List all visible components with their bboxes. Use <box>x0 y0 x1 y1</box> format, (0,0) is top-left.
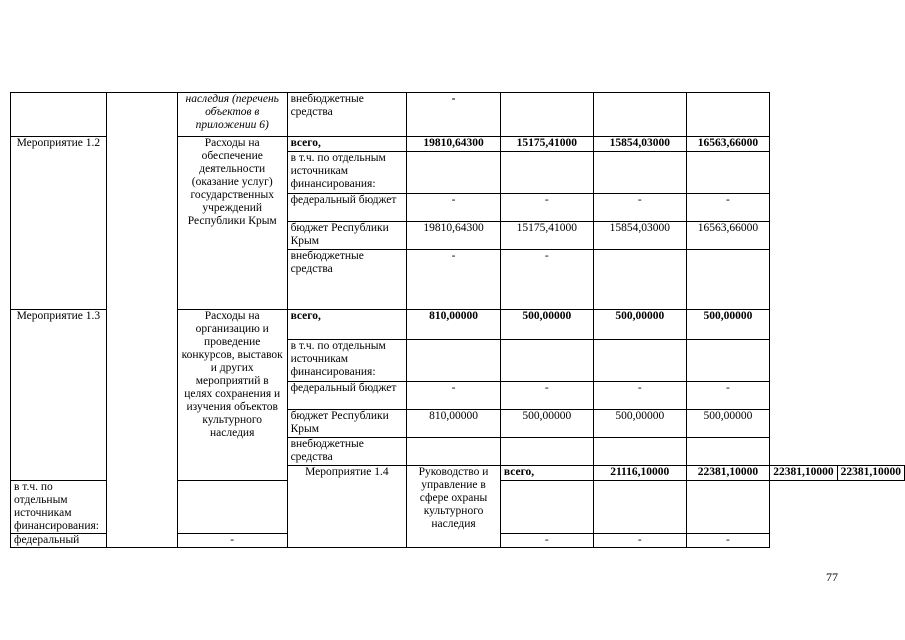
value-cell: 15854,03000 <box>593 137 686 152</box>
value-cell: - <box>177 534 287 548</box>
value-cell: - <box>407 93 501 137</box>
source-label: всего, <box>287 137 407 152</box>
event-label-cell <box>11 93 107 137</box>
budget-table <box>10 92 905 548</box>
value-cell: - <box>686 194 770 222</box>
value-cell: 500,00000 <box>686 310 770 340</box>
source-label: всего, <box>287 310 407 340</box>
value-cell <box>500 93 593 137</box>
value-cell: - <box>500 250 593 310</box>
source-label: в т.ч. по отдельным источникам финансирования: <box>11 481 107 534</box>
value-cell <box>686 93 770 137</box>
source-label: бюджет Республики Крым <box>287 222 407 250</box>
executor-cell <box>106 93 177 548</box>
value-cell: - <box>593 382 686 410</box>
value-cell <box>686 250 770 310</box>
value-cell: 810,00000 <box>407 410 501 438</box>
source-label: федеральный бюджет <box>287 382 407 410</box>
source-label: внебюджетные средства <box>287 250 407 310</box>
value-cell: 500,00000 <box>593 410 686 438</box>
value-cell: 500,00000 <box>500 410 593 438</box>
table-row <box>11 93 905 137</box>
value-cell: 19810,64300 <box>407 137 501 152</box>
event-name: Руководство и управление в сфере охраны культурного наследия <box>407 466 501 548</box>
value-cell: 15175,41000 <box>500 222 593 250</box>
value-cell: - <box>686 534 770 548</box>
value-cell: 22381,10000 <box>837 466 904 481</box>
value-cell: - <box>500 194 593 222</box>
source-label: в т.ч. по отдельным источникам финансирования: <box>287 152 407 194</box>
value-cell: - <box>593 534 686 548</box>
value-cell: - <box>500 534 593 548</box>
value-cell: 15854,03000 <box>593 222 686 250</box>
value-cell: - <box>407 382 501 410</box>
value-cell: 810,00000 <box>407 310 501 340</box>
value-cell: 21116,10000 <box>593 466 686 481</box>
event-name: Расходы на организацию и проведение конкурсов, выставок и других мероприятий в целях сохранения и изучения объектов культурного наследия <box>177 310 287 481</box>
source-label: внебюджетные средства <box>287 438 407 466</box>
value-cell <box>593 93 686 137</box>
value-cell: 16563,66000 <box>686 222 770 250</box>
event-label: Мероприятие 1.4 <box>287 466 407 548</box>
source-label: всего, <box>500 466 593 481</box>
value-cell: 22381,10000 <box>686 466 770 481</box>
event-label: Мероприятие 1.3 <box>11 310 107 481</box>
value-cell: - <box>500 382 593 410</box>
value-cell: 22381,10000 <box>770 466 837 481</box>
value-cell: - <box>407 250 501 310</box>
value-cell: 500,00000 <box>500 310 593 340</box>
source-label: федеральный <box>11 534 107 548</box>
value-cell: 500,00000 <box>593 310 686 340</box>
value-cell <box>593 250 686 310</box>
event-name: Расходы на обеспечение деятельности (оказание услуг) государственных учреждений Республики Крым <box>177 137 287 310</box>
value-cell: 16563,66000 <box>686 137 770 152</box>
value-cell: - <box>593 194 686 222</box>
page-number: 77 <box>826 570 838 584</box>
event-name: наследия (перечень объектов в приложении 6) <box>177 93 287 137</box>
source-label: бюджет Республики Крым <box>287 410 407 438</box>
value-cell: - <box>686 382 770 410</box>
value-cell: 500,00000 <box>686 410 770 438</box>
source-label: внебюджетные средства <box>287 93 407 137</box>
source-label: в т.ч. по отдельным источникам финансирования: <box>287 340 407 382</box>
value-cell: 19810,64300 <box>407 222 501 250</box>
value-cell: 15175,41000 <box>500 137 593 152</box>
value-cell: - <box>407 194 501 222</box>
event-label: Мероприятие 1.2 <box>11 137 107 310</box>
source-label: федеральный бюджет <box>287 194 407 222</box>
